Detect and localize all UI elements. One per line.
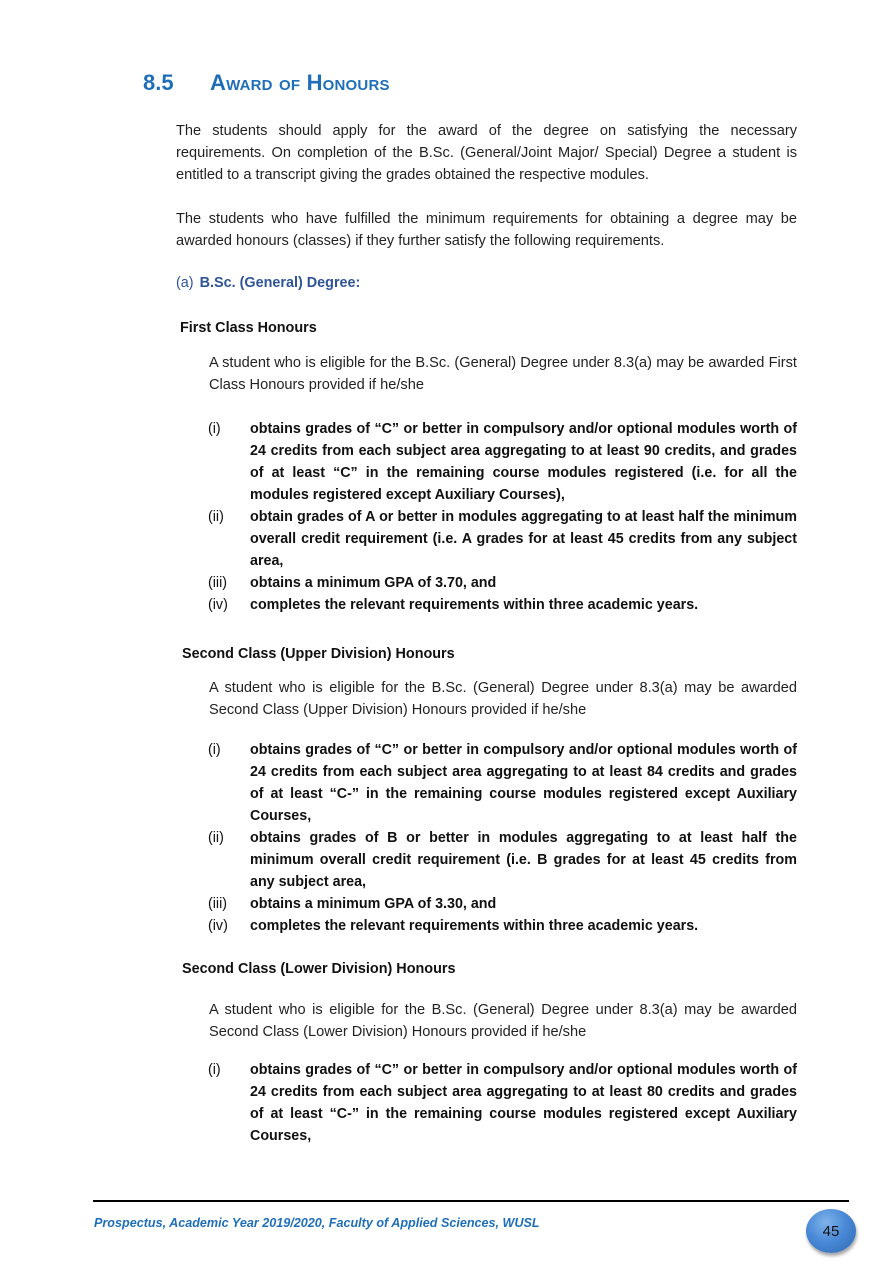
footer-text: Prospectus, Academic Year 2019/2020, Faculty of Applied Sciences, WUSL: [94, 1216, 540, 1230]
list-item-text: obtains grades of “C” or better in compulsory and/or optional modules worth of 24 credits from each subject area aggregating to at least 84 credits and grades of at least “C-” in the remaining course modules registered except Auxiliary Courses,: [250, 742, 797, 824]
list-marker: (iii): [208, 575, 228, 591]
list-marker: (i): [208, 421, 221, 437]
class-heading-upper: Second Class (Upper Division) Honours: [182, 646, 455, 662]
list-item-text: obtains a minimum GPA of 3.30, and: [250, 896, 497, 912]
list-item-text: obtain grades of A or better in modules aggregating to at least half the minimum overall credit requirement (i.e. A grades for at least 45 credits from any subject area,: [250, 509, 797, 569]
list-marker: (i): [208, 742, 221, 758]
list-item: [208, 1059, 797, 1147]
subsection-title: B.Sc. (General) Degree:: [199, 275, 361, 291]
section-number: 8.5: [143, 70, 174, 95]
list-marker: (iv): [208, 597, 228, 613]
list-marker: (ii): [208, 830, 224, 846]
class-intro-lower: A student who is eligible for the B.Sc. (General) Degree under 8.3(a) may be awarded Second Class (Lower Division) Honours provided if he/she: [209, 1002, 797, 1040]
list-item-text: obtains grades of “C” or better in compulsory and/or optional modules worth of 24 credits from each subject area aggregating to at least 90 credits, and grades of at least “C” in the remaining course modules registered (i.e. for all the modules registered except Auxiliary Courses),: [250, 421, 797, 503]
list-item: [208, 594, 797, 616]
intro-paragraph-1: The students should apply for the award of the degree on satisfying the necessary requirements. On completion of the B.Sc. (General/Joint Major/ Special) Degree a student is entitled to a transcript giving the grades obtained the respective modules.: [176, 123, 797, 183]
list-item: [208, 572, 797, 594]
list-marker: (iv): [208, 918, 228, 934]
class-intro-first: A student who is eligible for the B.Sc. (General) Degree under 8.3(a) may be awarded First Class Honours provided if he/she: [209, 355, 797, 393]
list-marker: (ii): [208, 509, 224, 525]
requirements-list-first: [208, 418, 797, 616]
requirements-list-lower: [208, 1059, 797, 1147]
page-number-badge: [806, 1209, 856, 1253]
list-item: [208, 418, 797, 506]
list-item-text: obtains grades of B or better in modules aggregating to at least half the minimum overall credit requirement (i.e. B grades for at least 45 credits from any subject area,: [250, 830, 797, 890]
list-item-text: obtains grades of “C” or better in compulsory and/or optional modules worth of 24 credits from each subject area aggregating to at least 80 credits and grades of at least “C-” in the remaining course modules registered except Auxiliary Courses,: [250, 1062, 797, 1144]
page-number: 45: [822, 1222, 840, 1240]
class-heading-lower: Second Class (Lower Division) Honours: [182, 961, 456, 977]
list-item: [208, 915, 797, 937]
list-marker: (i): [208, 1062, 221, 1078]
subsection-heading: [176, 275, 360, 291]
class-intro-upper: A student who is eligible for the B.Sc. (General) Degree under 8.3(a) may be awarded Second Class (Upper Division) Honours provided if he/she: [209, 680, 797, 718]
class-heading-first: First Class Honours: [180, 320, 317, 336]
footer-divider: [93, 1200, 849, 1202]
subsection-label: (a): [176, 275, 194, 291]
requirements-list-upper: [208, 739, 797, 937]
list-item-text: completes the relevant requirements within three academic years.: [250, 918, 699, 934]
list-item-text: obtains a minimum GPA of 3.70, and: [250, 575, 497, 591]
list-item: [208, 739, 797, 827]
list-item: [208, 893, 797, 915]
list-marker: (iii): [208, 896, 228, 912]
intro-paragraph-2: The students who have fulfilled the minimum requirements for obtaining a degree may be awarded honours (classes) if they further satisfy the following requirements.: [176, 211, 797, 249]
list-item: [208, 506, 797, 572]
section-title: Award of Honours: [210, 70, 390, 95]
list-item-text: completes the relevant requirements within three academic years.: [250, 597, 699, 613]
section-heading: [143, 70, 390, 96]
list-item: [208, 827, 797, 893]
